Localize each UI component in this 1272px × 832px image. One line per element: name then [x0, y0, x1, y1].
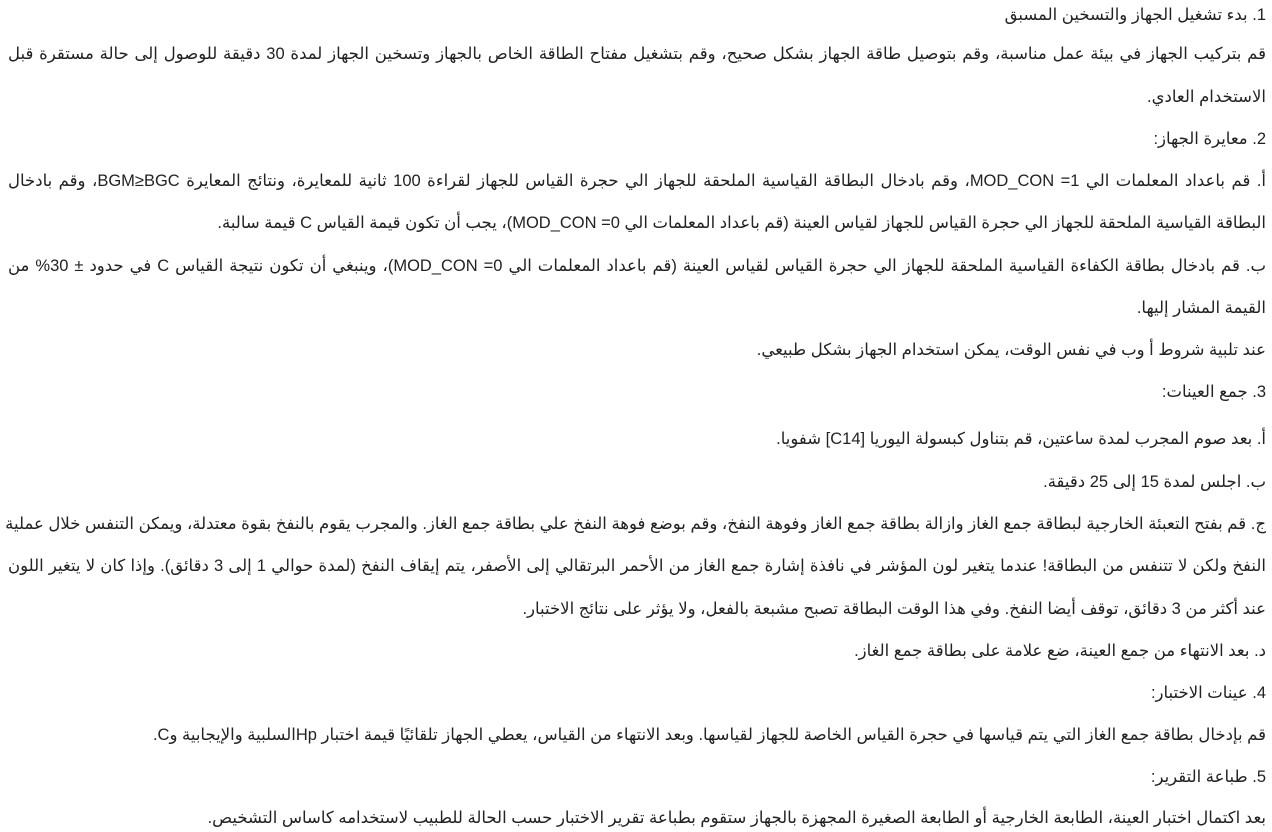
section-3-heading: 3. جمع العينات: — [1161, 383, 1266, 401]
section-3c-line: عند أكثر من 3 دقائق، توقف أيضا النفخ. وفي هذا الوقت البطاقة تصبح مشبعة بالفعل، ولا يؤثر على نتائج الاختبار. — [522, 600, 1266, 618]
section-2a-line: أ. قم باعداد المعلمات الي MOD_CON =1، وقم بادخال البطاقة القياسية الملحقة للجهاز الي حجرة القياس للجهاز لقراءة 100 ثانية للمعايرة، ونتائج المعايرة BGM≥BGC، وقم بادخال — [8, 172, 1266, 190]
section-2b-line: ب. قم بادخال بطاقة الكفاءة القياسية الملحقة للجهاز الي حجرة القياس لقياس العينة (قم باعداد المعلمات الي MOD_CON =0)، وينبغي أن تكون نتيجة القياس C في حدود ± 30% من — [8, 257, 1267, 275]
section-4-paragraph-line: قم بإدخال بطاقة جمع الغاز التي يتم قياسها في حجرة القياس الخاصة للجهاز لقياسها. وبعد الانتهاء من القياس، يعطي الجهاز تلقائيًا قيمة اختبار Hpالسلبية والإيجابية وC. — [152, 726, 1266, 744]
section-2b-line: القيمة المشار إليها. — [1136, 299, 1266, 317]
section-3c-line: ج. قم بفتح التعبئة الخارجية لبطاقة جمع الغاز وازالة بطاقة جمع الغاز وفوهة النفخ، وقم بوضع فوهة النفخ علي بطاقة جمع الغاز. والمجرب يقوم بالنفخ بقوة معتدلة، ويمكن التنفس خلال عملية — [5, 515, 1266, 533]
section-3a-line: أ. بعد صوم المجرب لمدة ساعتين، قم بتناول كبسولة اليوريا [C14] شفويا. — [776, 430, 1266, 448]
section-3d-line: د. بعد الانتهاء من جمع العينة، ضع علامة على بطاقة جمع الغاز. — [854, 642, 1266, 660]
section-3b-line: ب. اجلس لمدة 15 إلى 25 دقيقة. — [1043, 473, 1266, 491]
section-1-paragraph-line: الاستخدام العادي. — [1147, 88, 1266, 106]
section-5-paragraph-line: بعد اكتمال اختبار العينة، الطابعة الخارجية أو الطابعة الصغيرة المجهزة بالجهاز ستقوم بطباعة تقرير الاختبار حسب الحالة للطبيب لاستخدامه كاساس التشخيص. — [207, 809, 1266, 827]
section-1-paragraph-line: قم بتركيب الجهاز في بيئة عمل مناسبة، وقم بتوصيل طاقة الجهاز بشكل صحيح، وقم بتشغيل مفتاح الطاقة الخاص بالجهاز وتسخين الجهاز لمدة 30 دقيقة للوصول إلى حالة مستقرة قبل — [8, 45, 1266, 63]
section-2-heading: 2. معايرة الجهاز: — [1153, 130, 1266, 148]
section-3c-line: النفخ ولكن لا تتنفس من البطاقة! عندما يتغير لون المؤشر في نافذة إشارة جمع الغاز من الأحمر البرتقالي إلى الأصفر، يتم إيقاف النفخ (لمدة حوالي 1 إلى 3 دقائق). وإذا كان لا يتغير اللون — [8, 557, 1266, 575]
section-4-heading: 4. عينات الاختبار: — [1150, 684, 1266, 702]
section-1-heading: 1. بدء تشغيل الجهاز والتسخين المسبق — [1004, 6, 1266, 24]
section-2a-line: البطاقة القياسية الملحقة للجهاز الي حجرة القياس للجهاز لقياس العينة (قم باعداد المعلمات الي MOD_CON =0)، يجب أن تكون قيمة القياس C قيمة سالبة. — [217, 214, 1266, 232]
section-2-note: عند تلبية شروط أ وب في نفس الوقت، يمكن استخدام الجهاز بشكل طبيعي. — [756, 341, 1266, 359]
section-5-heading: 5. طباعة التقرير: — [1150, 768, 1266, 786]
